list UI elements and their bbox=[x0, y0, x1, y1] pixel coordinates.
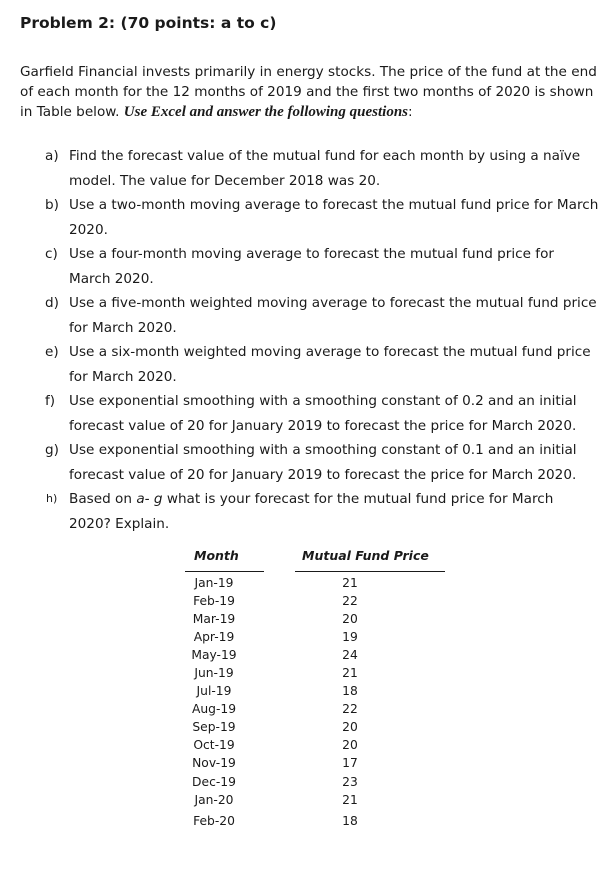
question-text: Use exponential smoothing with a smoothing constant of 0.1 and an initial forecast value of 20 for January 2019 to forecast the price for March 2020. bbox=[69, 442, 577, 483]
header-rule-price bbox=[295, 571, 445, 572]
question-letter: a) bbox=[45, 148, 59, 164]
header-rule-month bbox=[185, 571, 264, 572]
question-letter: g) bbox=[45, 442, 59, 458]
month-cell: Oct-19 bbox=[193, 738, 235, 752]
price-cell: 18 bbox=[342, 684, 358, 698]
price-cell: 22 bbox=[342, 594, 358, 608]
price-cell: 21 bbox=[342, 576, 358, 590]
problem-title: Problem 2: (70 points: a to c) bbox=[20, 14, 277, 32]
price-cell: 20 bbox=[342, 720, 358, 734]
question-letter: f) bbox=[45, 393, 56, 409]
table-row bbox=[0, 684, 609, 702]
price-cell: 19 bbox=[342, 630, 358, 644]
intro-colon: : bbox=[408, 104, 413, 120]
table-row bbox=[0, 666, 609, 684]
intro-emphasis: Use Excel and answer the following questions bbox=[123, 104, 408, 120]
price-cell: 18 bbox=[342, 814, 358, 828]
month-cell: Jul-19 bbox=[196, 684, 232, 698]
table-row bbox=[0, 814, 609, 832]
month-cell: Feb-19 bbox=[193, 594, 235, 608]
month-cell: Jan-20 bbox=[194, 793, 234, 807]
table-row bbox=[0, 594, 609, 612]
month-cell: Jun-19 bbox=[194, 666, 234, 680]
question-text: Use exponential smoothing with a smoothing constant of 0.2 and an initial forecast value of 20 for January 2019 to forecast the price for March 2020. bbox=[69, 393, 577, 434]
month-cell: Jan-19 bbox=[194, 576, 234, 590]
question-text: Use a four-month moving average to forecast the mutual fund price for March 2020. bbox=[69, 246, 555, 287]
question-text bbox=[69, 487, 599, 536]
month-cell: Feb-20 bbox=[193, 814, 235, 828]
question-text: Use a five-month weighted moving average to forecast the mutual fund price for March 2020. bbox=[69, 295, 597, 336]
question-letter: c) bbox=[45, 246, 58, 262]
month-cell: Mar-19 bbox=[192, 612, 236, 626]
price-cell: 21 bbox=[342, 666, 358, 680]
month-cell: Aug-19 bbox=[191, 702, 237, 716]
price-cell: 20 bbox=[342, 612, 358, 626]
price-cell: 21 bbox=[342, 793, 358, 807]
month-cell: Dec-19 bbox=[192, 775, 236, 789]
question-text-italic: a- g bbox=[136, 491, 163, 507]
question-text: Use a two-month moving average to forecast the mutual fund price for March 2020. bbox=[69, 197, 599, 238]
question-text-pre: Based on bbox=[69, 491, 137, 507]
question-text: Use a six-month weighted moving average to forecast the mutual fund price for March 2020. bbox=[69, 344, 591, 385]
table-row bbox=[0, 612, 609, 630]
table-row bbox=[0, 775, 609, 793]
question-letter: e) bbox=[45, 344, 59, 360]
price-cell: 23 bbox=[342, 775, 358, 789]
month-column-header: Month bbox=[194, 548, 239, 563]
table-row bbox=[0, 576, 609, 594]
table-row bbox=[0, 738, 609, 756]
question-letter: d) bbox=[45, 295, 59, 311]
table-row bbox=[0, 793, 609, 811]
month-cell: Sep-19 bbox=[192, 720, 236, 734]
price-cell: 20 bbox=[342, 738, 358, 752]
table-row bbox=[0, 720, 609, 738]
price-cell: 22 bbox=[342, 702, 358, 716]
question-text: Find the forecast value of the mutual fund for each month by using a naïve model. The value for December 2018 was 20. bbox=[69, 148, 581, 189]
table-row bbox=[0, 756, 609, 774]
month-cell: May-19 bbox=[191, 648, 237, 662]
price-cell: 24 bbox=[342, 648, 358, 662]
question-text-post: what is your forecast for the mutual fund price for March 2020? Explain. bbox=[69, 491, 554, 532]
question-letter: h) bbox=[46, 492, 58, 505]
intro-text: Garfield Financial invests primarily in energy stocks. The price of the fund at the end of each month for the 12 months of 2019 and the first two months of 2020 is shown in Table below. bbox=[20, 64, 597, 120]
intro-paragraph bbox=[20, 62, 600, 122]
table-row bbox=[0, 630, 609, 648]
month-cell: Apr-19 bbox=[193, 630, 235, 644]
price-cell: 17 bbox=[342, 756, 358, 770]
question-letter: b) bbox=[45, 197, 59, 213]
table-row bbox=[0, 648, 609, 666]
price-column-header: Mutual Fund Price bbox=[302, 548, 429, 563]
table-row bbox=[0, 702, 609, 720]
month-cell: Nov-19 bbox=[192, 756, 236, 770]
